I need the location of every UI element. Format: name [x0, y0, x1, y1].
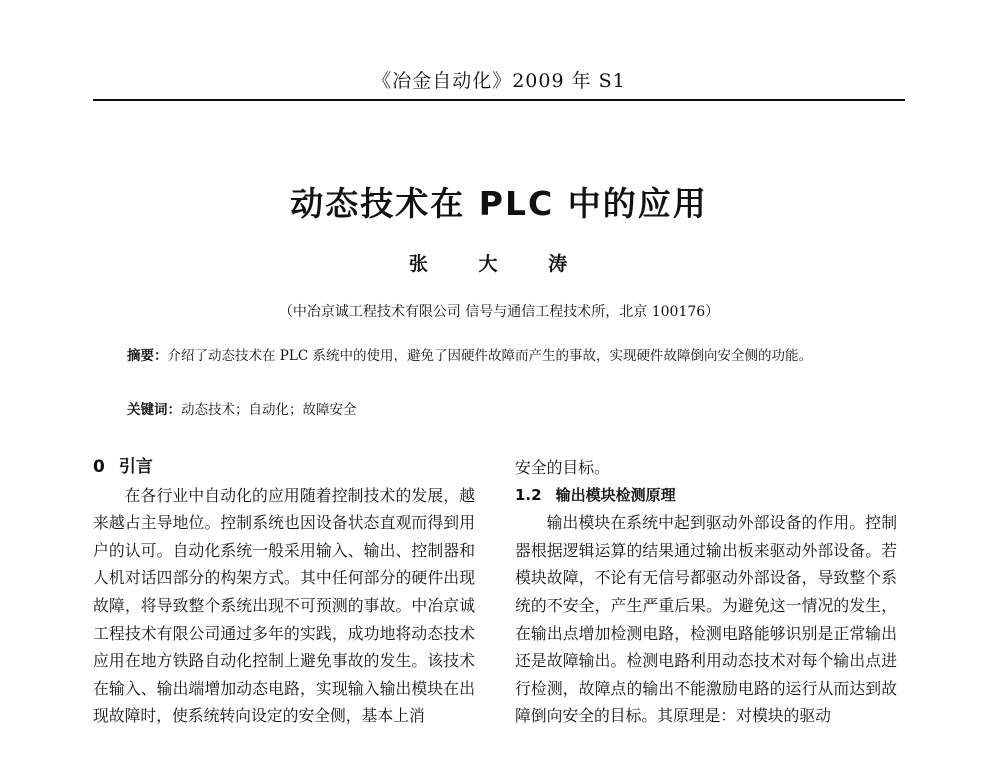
abstract — [127, 344, 875, 368]
output-module-paragraph: 输出模块在系统中起到驱动外部设备的作用。控制器根据逻辑运算的结果通过输出板来驱动外部设备。若模块故障，不论有无信号都驱动外部设备，导致整个系统的不安全，产生严重后果。为避免这一情况的发生，在输出点增加检测电路，检测电路能够识别是正常输出还是故障输出。检测电路利用动态技术对每个输出点进行检测，故障点的输出不能激励电路的运行从而达到故障倒向安全的目标。其原理是：对模块的驱动 — [515, 513, 897, 726]
subsection-number: 1.2 — [515, 485, 542, 504]
section-title: 引言 — [118, 457, 153, 477]
author-affiliation: （中冶京诚工程技术有限公司 信号与通信工程技术所，北京 100176） — [278, 304, 720, 320]
article-title: 动态技术在 PLC 中的应用 — [290, 184, 708, 223]
section-number: 0 — [93, 457, 105, 477]
header-rule — [93, 99, 905, 101]
keywords — [127, 398, 875, 418]
subsection-title: 输出模块检测原理 — [555, 485, 676, 504]
journal-header: 《冶金自动化》2009 年 S1 — [372, 70, 626, 92]
continuation-text: 安全的目标。 — [515, 458, 610, 477]
section-heading — [93, 454, 475, 482]
left-column — [93, 454, 475, 730]
article-author: 张 大 涛 — [408, 253, 590, 275]
keywords-label: 关键词： — [127, 402, 181, 418]
abstract-label: 摘要： — [127, 348, 168, 364]
abstract-text: 介绍了动态技术在 PLC 系统中的使用，避免了因硬件故障而产生的事故，实现硬件故障倒向安全侧的功能。 — [167, 348, 812, 364]
subsection-heading — [515, 482, 897, 510]
intro-paragraph: 在各行业中自动化的应用随着控制技术的发展，越来越占主导地位。控制系统也因设备状态直观而得到用户的认可。自动化系统一般采用输入、输出、控制器和人机对话四部分的构架方式。其中任何部分的硬件出现故障，将导致整个系统出现不可预测的事故。中冶京诚工程技术有限公司通过多年的实践，成功地将动态技术应用在地方铁路自动化控制上避免事故的发生。该技术在输入、输出端增加动态电路，实现输入输出模块在出现故障时，使系统转向设定的安全侧，基本上消 — [93, 485, 475, 726]
keywords-text: 动态技术；自动化；故障安全 — [181, 402, 357, 418]
right-column — [515, 454, 897, 730]
